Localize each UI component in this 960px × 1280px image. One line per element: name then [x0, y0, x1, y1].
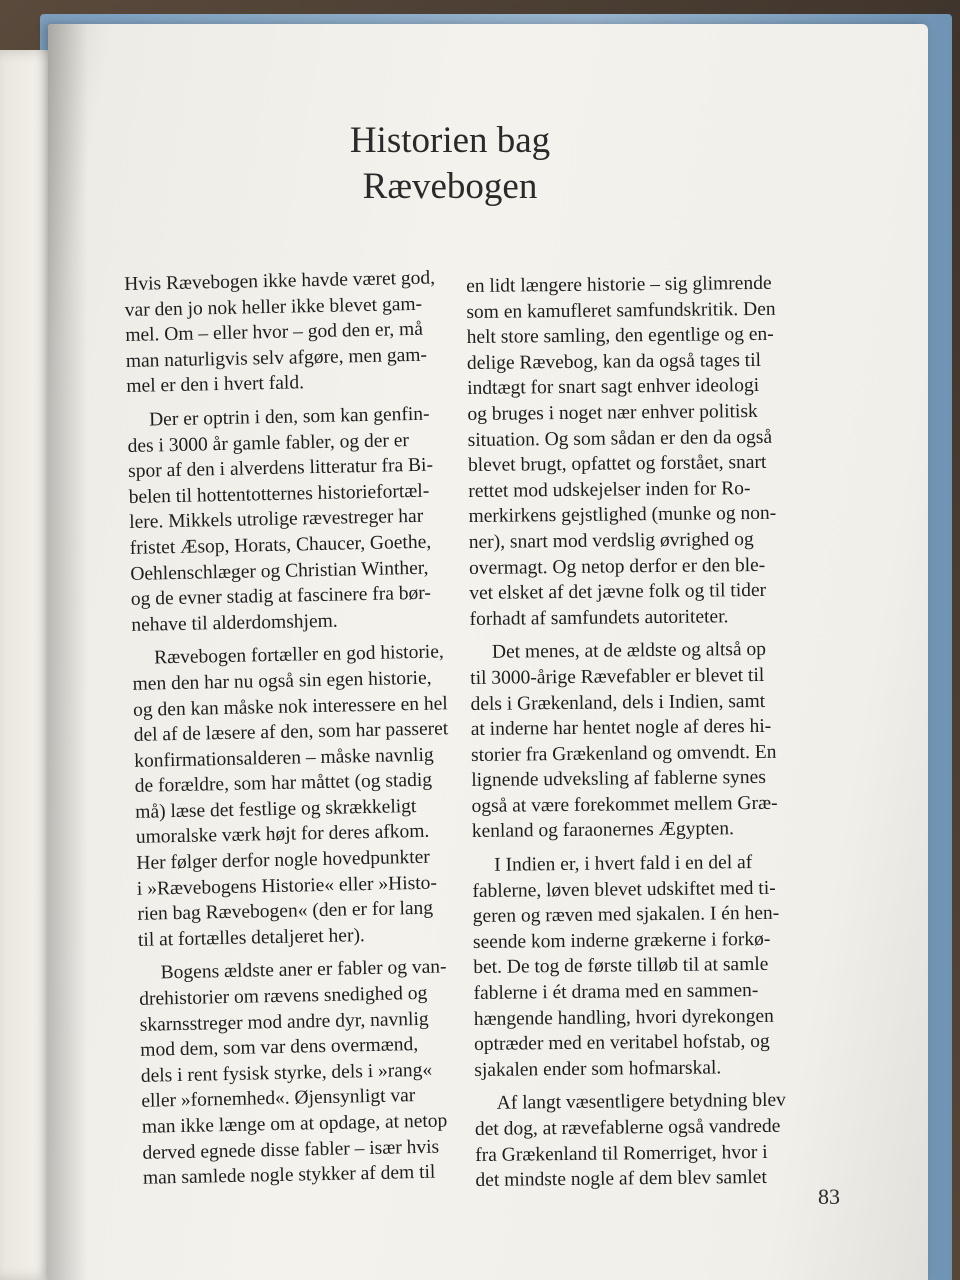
text-line: mod dem, som var dens overmænd,: [140, 1034, 419, 1062]
page-gutter-shadow: [48, 24, 88, 1280]
text-line: forhadt af samfundets autoriteter.: [469, 605, 729, 630]
text-line: fablerne, løven blevet udskiftet med ti-: [472, 877, 776, 902]
text-line: Hvis Rævebogen ikke havde været god,: [124, 267, 436, 295]
right-text-column: [466, 270, 840, 1194]
text-line: man naturligvis selv afgøre, men gam-: [125, 344, 428, 372]
text-line: det dog, at rævefablerne også vandrede: [474, 1115, 781, 1140]
text-line: konfirmationsalderen – måske navnlig: [134, 744, 434, 772]
text-line: blevet brugt, opfattet og forstået, snart: [467, 452, 767, 477]
text-line: sjakalen ender som hofmarskal.: [474, 1057, 722, 1081]
text-line: I Indien er, i hvert fald i en del af: [494, 852, 753, 876]
chapter-title-line: Rævebogen: [362, 166, 538, 207]
text-line: helt store samling, den egentlige og en-: [466, 323, 774, 349]
text-line: i »Rævebogens Historie« eller »Histo-: [136, 872, 438, 900]
text-line: man ikke længe om at opdage, at netop: [141, 1110, 448, 1138]
text-line: del af de læsere af den, som har passeret: [133, 718, 449, 746]
text-line: Her følger derfor nogle hovedpunkter: [136, 846, 431, 874]
paragraph: [132, 639, 478, 953]
page-number: 83: [818, 1184, 840, 1209]
text-line: nehave til alderdomshjem.: [131, 610, 338, 636]
text-line: også at være forekommet mellem Græ-: [471, 792, 778, 817]
text-line: overmagt. Og netop derfor er den ble-: [468, 554, 766, 579]
text-line: lere. Mikkels utrolige rævestreger har: [129, 506, 424, 534]
text-line: og de evner stadig at fascinere fra bør-: [130, 582, 432, 611]
text-line: det mindste nogle af dem blev samlet: [475, 1167, 767, 1192]
text-line: var den jo nok heller ikke blevet gam-: [124, 293, 423, 321]
text-line: seende kom inderne grækerne i forkø-: [472, 928, 771, 953]
chapter-title-line: Historien bag: [349, 120, 551, 161]
text-line: belen til hottentotternes historiefortæl-: [128, 480, 430, 508]
text-line: rettet mod udskejelser inden for Ro-: [468, 477, 751, 502]
text-line: umoralske værk højt for deres afkom.: [135, 821, 430, 849]
paragraph: [466, 270, 834, 632]
text-line: fablerne i ét drama med en sammen-: [473, 980, 759, 1004]
text-line: de forældre, som har måttet (og stadig: [134, 769, 433, 798]
paragraph: [472, 849, 838, 1083]
paragraph: [124, 265, 467, 400]
text-line: men den har nu også sin egen historie,: [132, 667, 432, 695]
chapter-title: [270, 118, 630, 210]
text-line: des i 3000 år gamle fabler, og der er: [127, 429, 410, 457]
text-line: geren og ræven med sjakalen. I én hen-: [472, 903, 780, 928]
text-line: at inderne har hentet nogle af deres hi-: [470, 715, 772, 741]
text-line: situation. Og som sådan er den da også: [467, 426, 773, 451]
text-line: Oehlenschlæger og Christian Winther,: [130, 557, 429, 585]
text-line: mel er den i hvert fald.: [126, 372, 305, 398]
text-line: til at fortælles detaljeret her).: [137, 924, 366, 951]
text-line: Af langt væsentligere betydning blev: [496, 1090, 786, 1115]
text-line: merkirkens gejstlighed (munke og non-: [468, 503, 777, 528]
text-line: Det menes, at de ældste og altså op: [491, 639, 767, 664]
text-line: til 3000-årige Rævefabler er blevet til: [470, 664, 765, 689]
text-line: som en kamufleret samfundskritik. Den: [466, 298, 776, 323]
paragraph: [470, 636, 836, 845]
text-line: bet. De tog de første tilløb til at samle: [473, 954, 769, 979]
text-line: Bogens ældste aner er fabler og van-: [160, 956, 447, 984]
text-line: eller »fornemhed«. Øjensynligt var: [141, 1085, 416, 1113]
left-text-column: [124, 265, 483, 1192]
text-line: Der er optrin i den, som kan genfin-: [148, 403, 430, 431]
paragraph: [138, 954, 483, 1191]
text-line: mel. Om – eller hvor – god den er, må: [125, 318, 424, 347]
text-line: kenland og faraonernes Ægypten.: [471, 818, 735, 843]
text-line: optræder med en veritabel hofstab, og: [473, 1031, 770, 1056]
text-line: og bruges i noget nær enhver politisk: [467, 400, 758, 425]
text-line: dels i Grækenland, dels i Indien, samt: [470, 690, 766, 715]
text-line: lignende udveksling af fablerne synes: [471, 767, 766, 792]
text-line: derved egnede disse fabler – især hvis: [142, 1136, 440, 1164]
paragraph: [475, 1088, 840, 1194]
text-line: fristet Æsop, Horats, Chaucer, Goethe,: [129, 531, 432, 559]
text-line: dels i rent fysisk styrke, dels i »rang«: [140, 1059, 433, 1087]
text-line: en lidt længere historie – sig glimrende: [466, 272, 772, 297]
text-line: spor af den i alverdens litteratur fra Bi-: [127, 454, 434, 483]
text-line: Rævebogen fortæller en god historie,: [153, 641, 445, 669]
text-line: storier fra Grækenland og omvendt. En: [470, 741, 777, 766]
text-line: vet elsket af det jævne folk og til tider: [469, 580, 767, 605]
text-line: fra Grækenland til Romerriget, hvor i: [475, 1141, 768, 1166]
paragraph: [127, 401, 472, 638]
text-line: må) læse det festlige og skrækkeligt: [135, 795, 417, 823]
text-line: delige Rævebog, kan da også tages til: [466, 349, 762, 374]
text-line: ner), snart mod verdslig øvrighed og: [468, 528, 754, 553]
text-line: rien bag Rævebogen« (den er for lang: [137, 897, 434, 926]
text-line: hængende handling, hvori dyrekongen: [473, 1005, 774, 1030]
text-line: indtægt for snart sagt enhver ideologi: [467, 375, 760, 400]
text-line: drehistorier om rævens snedighed og: [139, 982, 428, 1010]
text-line: man samlede nogle stykker af dem til: [142, 1161, 436, 1189]
text-line: skarnsstreger mod andre dyr, navnlig: [139, 1008, 429, 1036]
text-line: og den kan måske nok interessere en hel: [132, 692, 448, 721]
